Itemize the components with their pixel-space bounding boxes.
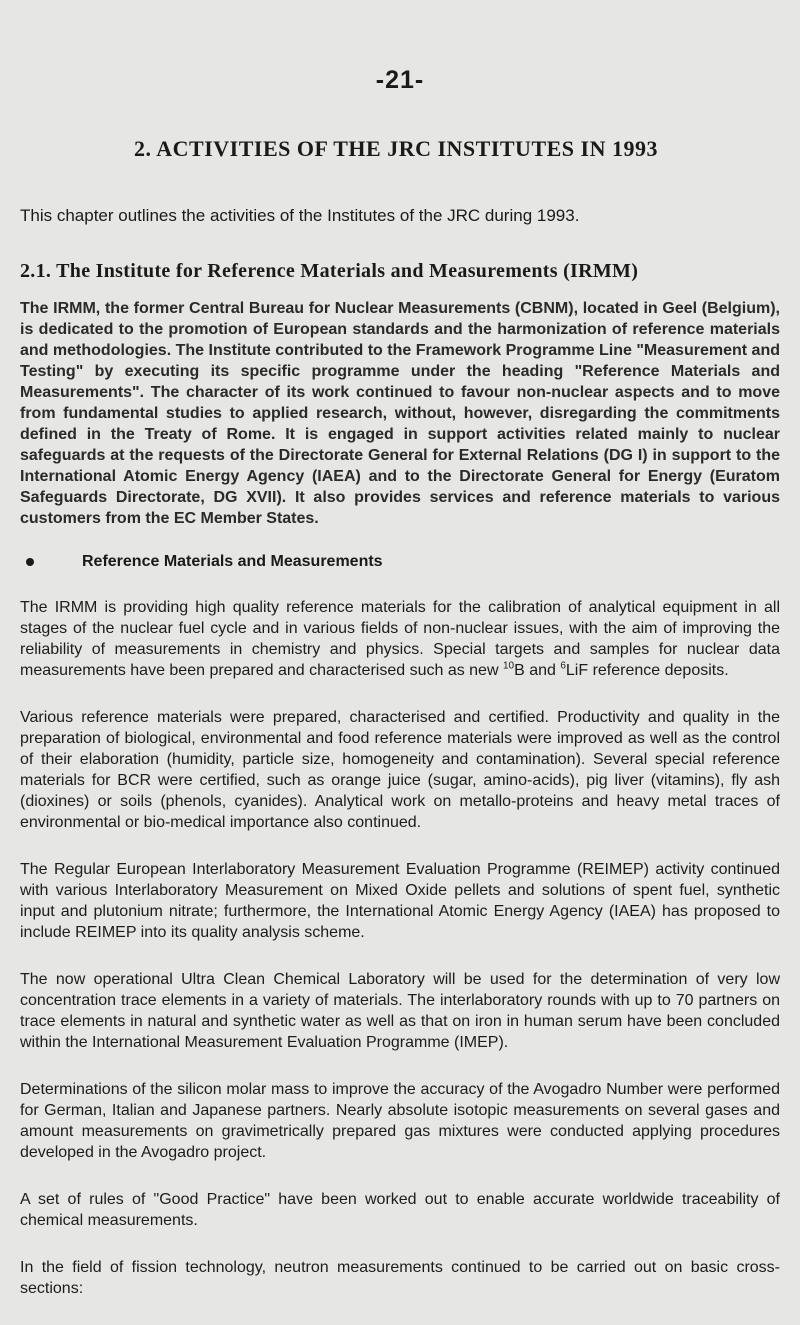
paragraph-reference-materials-mid: B and xyxy=(514,662,561,679)
isotope-mass-number: 6 xyxy=(560,660,566,672)
bullet-icon xyxy=(26,558,34,566)
paragraph-fission-technology: In the field of fission technology, neutron measurements continued to be carried out on basic cross-sections: xyxy=(20,1259,780,1297)
section-title: 2.1. The Institute for Reference Materials and Measurements (IRMM) xyxy=(20,260,639,282)
isotope-mass-number: 10 xyxy=(502,660,515,672)
paragraph-reference-materials-end: LiF reference deposits. xyxy=(565,662,729,679)
paragraph-good-practice: A set of rules of "Good Practice" have been worked out to enable accurate worldwide traceability of chemical measurements. xyxy=(20,1191,780,1229)
bullet-heading: Reference Materials and Measurements xyxy=(82,553,383,570)
paragraph-reference-materials xyxy=(20,597,780,681)
chapter-title: 2. ACTIVITIES OF THE JRC INSTITUTES IN 1993 xyxy=(134,136,658,161)
paragraph-reimep: The Regular European Interlaboratory Measurement Evaluation Programme (REIMEP) activity continued with various Interlaboratory Measurement on Mixed Oxide pellets and solutions of spent fuel, synthetic input and plutonium nitrate; furthermore, the International Atomic Energy Agency (IAEA) has proposed to include REIMEP into its quality analysis scheme. xyxy=(20,861,780,941)
page-number: -21- xyxy=(375,66,425,94)
body-content xyxy=(20,298,780,1325)
paragraph-reference-materials-text: The IRMM is providing high quality reference materials for the calibration of analytical equipment in all stages of the nuclear fuel cycle and in various fields of non-nuclear issues, with the aim of improving the reliability of measurements in chemistry and physics. Special targets and samples for nuclear data measurements have been prepared and characterised such as new xyxy=(20,599,780,679)
bullet-heading-row xyxy=(20,553,780,571)
intro-text: This chapter outlines the activities of the Institutes of the JRC during 1993. xyxy=(20,206,580,225)
paragraph-various-materials: Various reference materials were prepared, characterised and certified. Productivity and quality in the preparation of biological, environmental and food reference materials were improved as well as the control of their elaboration (humidity, particle size, homogeneity and contamination). Several special reference materials for BCR were certified, such as orange juice (sugar, amino-acids), pig liver (vitamins), fly ash (dioxines) or soils (phenols, cyanides). Analytical work on metallo-proteins and heavy metal traces of environmental or bio-medical importance also continued. xyxy=(20,709,780,831)
paragraph-silicon-molar-mass: Determinations of the silicon molar mass to improve the accuracy of the Avogadro Number were performed for German, Italian and Japanese partners. Nearly absolute isotopic measurements on several gases and amount measurements on gravimetrically prepared gas mixtures were conducted applying procedures developed in the Avogadro project. xyxy=(20,1081,780,1161)
paragraph-irmm-overview: The IRMM, the former Central Bureau for Nuclear Measurements (CBNM), located in Geel (Belgium), is dedicated to the promotion of European standards and the harmonization of reference materials and methodologies. The Institute contributed to the Framework Programme Line "Measurement and Testing" by executing its specific programme under the heading "Reference Materials and Measurements". The character of its work continued to favour non-nuclear aspects and to move from fundamental studies to applied research, without, however, disregarding the commitments defined in the Treaty of Rome. It is engaged in support activities related mainly to nuclear safeguards at the requests of the Directorate General for External Relations (DG I) in support to the International Atomic Energy Agency (IAEA) and to the Directorate General for Energy (Euratom Safeguards Directorate, DG XVII). It also provides services and reference materials to various customers from the EC Member States. xyxy=(20,300,780,527)
paragraph-ultra-clean-lab: The now operational Ultra Clean Chemical Laboratory will be used for the determination of very low concentration trace elements in a variety of materials. The interlaboratory rounds with up to 70 partners on trace elements in natural and synthetic water as well as that on iron in human serum have been concluded within the International Measurement Evaluation Programme (IMEP). xyxy=(20,971,780,1051)
